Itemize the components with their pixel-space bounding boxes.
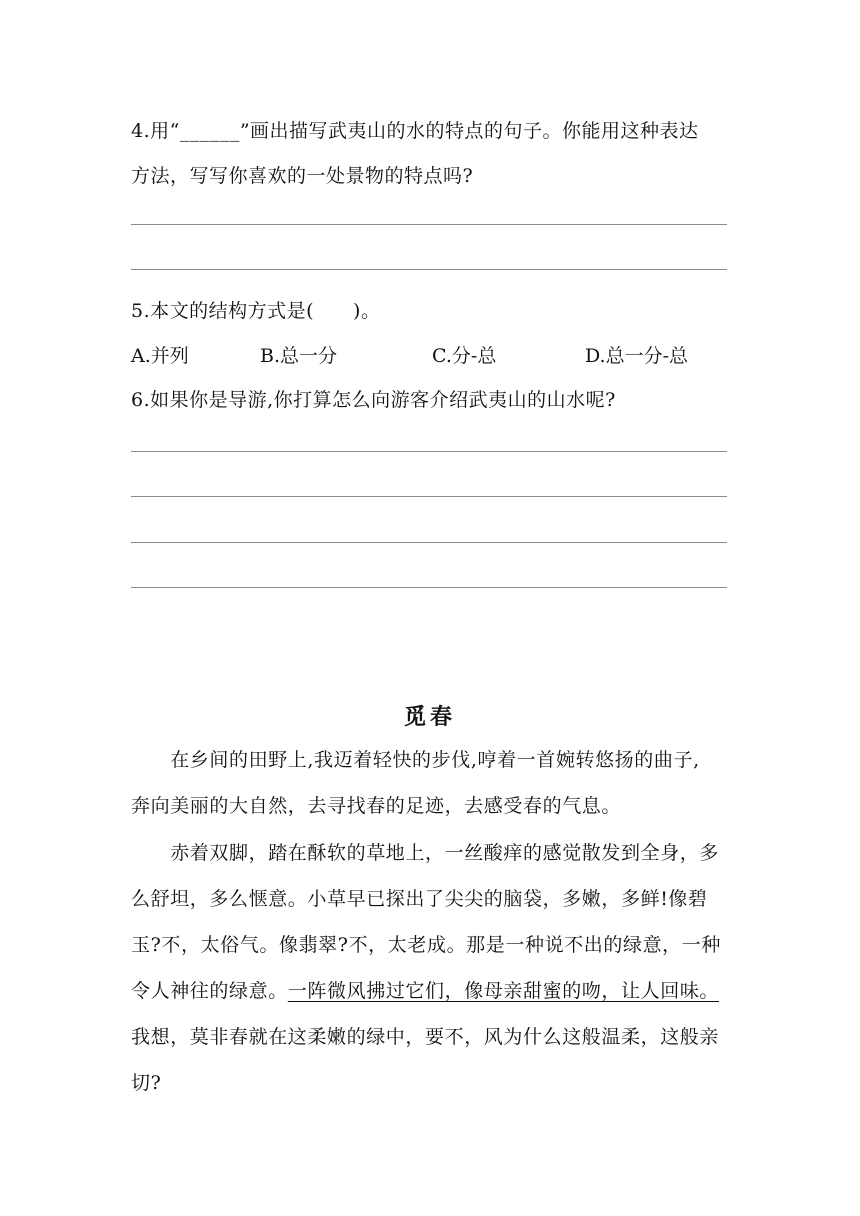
answer-line[interactable] xyxy=(131,451,727,452)
paragraph-2-line-6: 切? xyxy=(131,1072,162,1094)
paragraph-2-line-4-text: 令人神往的绿意。 xyxy=(131,980,288,1002)
paragraph-1-line-2: 奔向美丽的大自然，去寻找春的足迹，去感受春的气息。 xyxy=(131,795,622,817)
answer-line[interactable] xyxy=(131,542,727,543)
answer-line[interactable] xyxy=(131,224,727,225)
question-4-line-2: 方法，写写你喜欢的一处景物的特点吗? xyxy=(131,165,474,187)
answer-line[interactable] xyxy=(131,587,727,588)
question-4-line-1: 4.用“______”画出描写武夷山的水的特点的句子。你能用这种表达 xyxy=(131,120,699,142)
paragraph-2-line-1: 赤着双脚，踏在酥软的草地上，一丝酸痒的感觉散发到全身，多 xyxy=(131,842,720,864)
answer-line[interactable] xyxy=(131,496,727,497)
paragraph-2-line-3: 玉?不，太俗气。像翡翠?不，太老成。那是一种说不出的绿意，一种 xyxy=(131,934,721,956)
paragraph-1-line-1: 在乡间的田野上,我迈着轻快的步伐,哼着一首婉转悠扬的曲子, xyxy=(131,749,700,771)
passage-title: 觅春 xyxy=(403,704,456,730)
option-a[interactable]: A.并列 xyxy=(131,345,189,367)
option-d[interactable]: D.总一分-总 xyxy=(585,345,689,367)
option-c[interactable]: C.分-总 xyxy=(432,345,497,367)
option-b[interactable]: B.总一分 xyxy=(260,345,338,367)
question-6-stem: 6.如果你是导游,你打算怎么向游客介绍武夷山的山水呢? xyxy=(131,389,616,411)
answer-line[interactable] xyxy=(131,269,727,270)
paragraph-2-line-4 xyxy=(131,976,731,1003)
paragraph-2-line-2: 么舒坦，多么惬意。小草早已探出了尖尖的脑袋，多嫩，多鲜!像碧 xyxy=(131,888,708,910)
underlined-sentence: 一阵微风拂过它们，像母亲甜蜜的吻，让人回味。 xyxy=(287,980,720,1002)
paragraph-2-line-5: 我想，莫非春就在这柔嫩的绿中，要不，风为什么这般温柔，这般亲 xyxy=(131,1026,720,1048)
question-5-stem: 5.本文的结构方式是( )。 xyxy=(131,300,381,322)
